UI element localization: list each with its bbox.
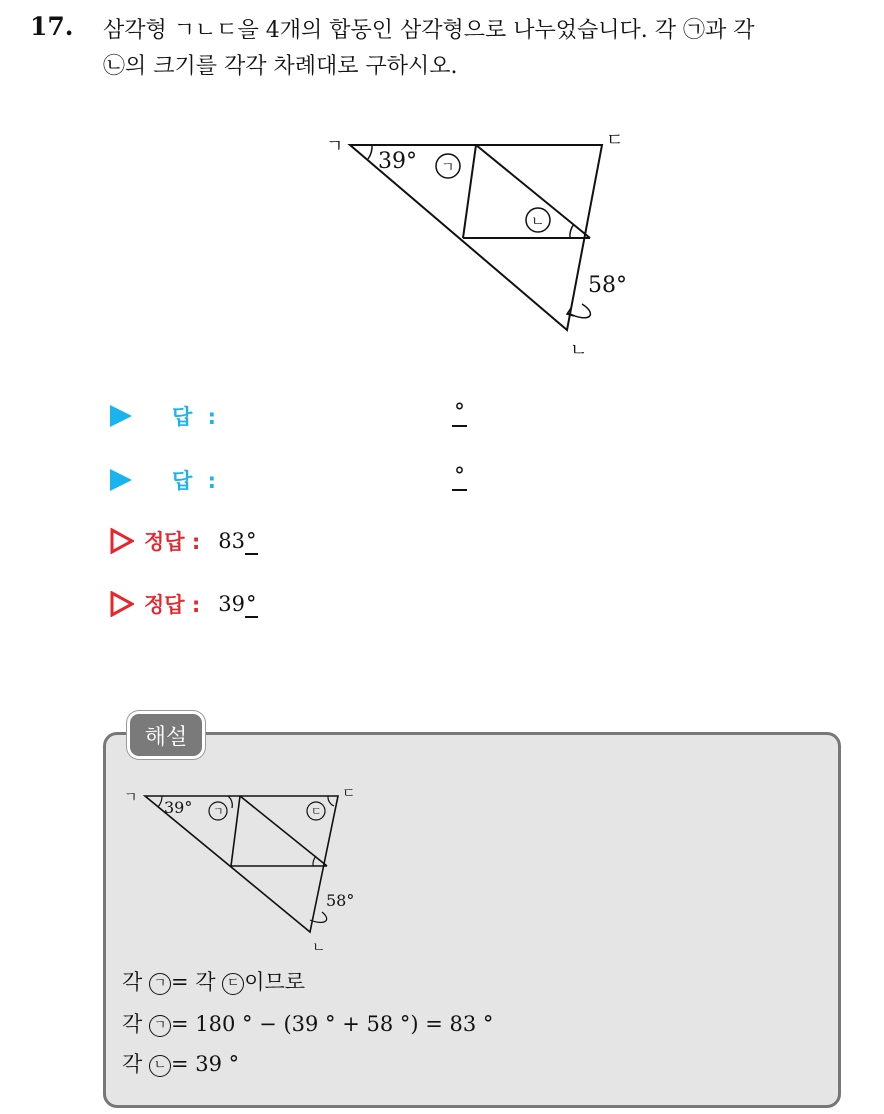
vertex-a-label: ㄱ [124,790,138,806]
mark-2-label: ㄴ [531,214,545,230]
vertex-c-label: ㄷ [342,786,356,802]
angle-a-label: 39° [164,798,193,817]
hollow-arrow-icon [110,528,134,554]
answer-label: 답 : [172,469,220,493]
angle-b-label: 58° [588,273,627,298]
degree-unit: ° [454,464,465,489]
angle-b-label: 58° [326,891,355,910]
degree-unit: ° [454,400,465,425]
angle-arc-a [158,796,162,807]
question-number: 17. [30,12,74,41]
correct-row-2 [110,588,258,620]
triangle-figure [320,128,640,368]
circled-mark: ㄷ [222,973,244,995]
vertex-a-label: ㄱ [326,136,344,157]
answer-arrow-icon [110,469,132,491]
question-line-2: ㉡의 크기를 각각 차례대로 구하시오. [103,54,458,79]
correct-label: 정답 : [144,530,201,554]
answer-input-1[interactable] [452,400,467,425]
vertex-b-label: ㄴ [312,940,326,956]
answer-arrow-icon [110,405,132,427]
question-text [103,13,863,85]
mark-1-label: ㄱ [441,160,455,176]
answer-row-2 [110,464,220,496]
angle-a-label: 39° [378,149,417,174]
correct-value: 83° [218,529,257,553]
angle-arc-c [328,796,334,806]
angle-arc-n [313,856,316,866]
correct-row-1 [110,525,258,557]
solution-tag: 해설 [127,711,205,759]
question-line-1: 삼각형 ㄱㄴㄷ을 4개의 합동인 삼각형으로 나누었습니다. 각 ㉠과 각 [103,18,755,43]
solution-triangle-figure [120,780,370,960]
midline-left [463,145,476,238]
vertex-c-label: ㄷ [606,130,624,151]
angle-arc-a [368,145,372,159]
solution-line-2: 각 ㄱ = 180 ° − (39 ° + 58 °) = 83 ° [122,1012,494,1036]
circled-mark: ㄱ [149,1015,171,1037]
circled-mark: ㄴ [149,1055,171,1077]
correct-value: 39° [218,592,257,616]
solution-line-1: 각 ㄱ = 각 ㄷ 이므로 [122,970,306,994]
hollow-arrow-icon [110,591,134,617]
vertex-b-label: ㄴ [570,340,588,361]
circled-mark: ㄱ [149,973,171,995]
solution-line-3: 각 ㄴ = 39 ° [122,1052,240,1076]
mark-3-label: ㄷ [311,805,322,818]
angle-arc-m [228,796,232,808]
answer-input-2[interactable] [452,464,467,489]
correct-label: 정답 : [144,593,201,617]
answer-label: 답 : [172,405,220,429]
mark-1-label: ㄱ [213,805,224,818]
angle-arc-n [570,224,574,238]
answer-row-1 [110,400,220,432]
